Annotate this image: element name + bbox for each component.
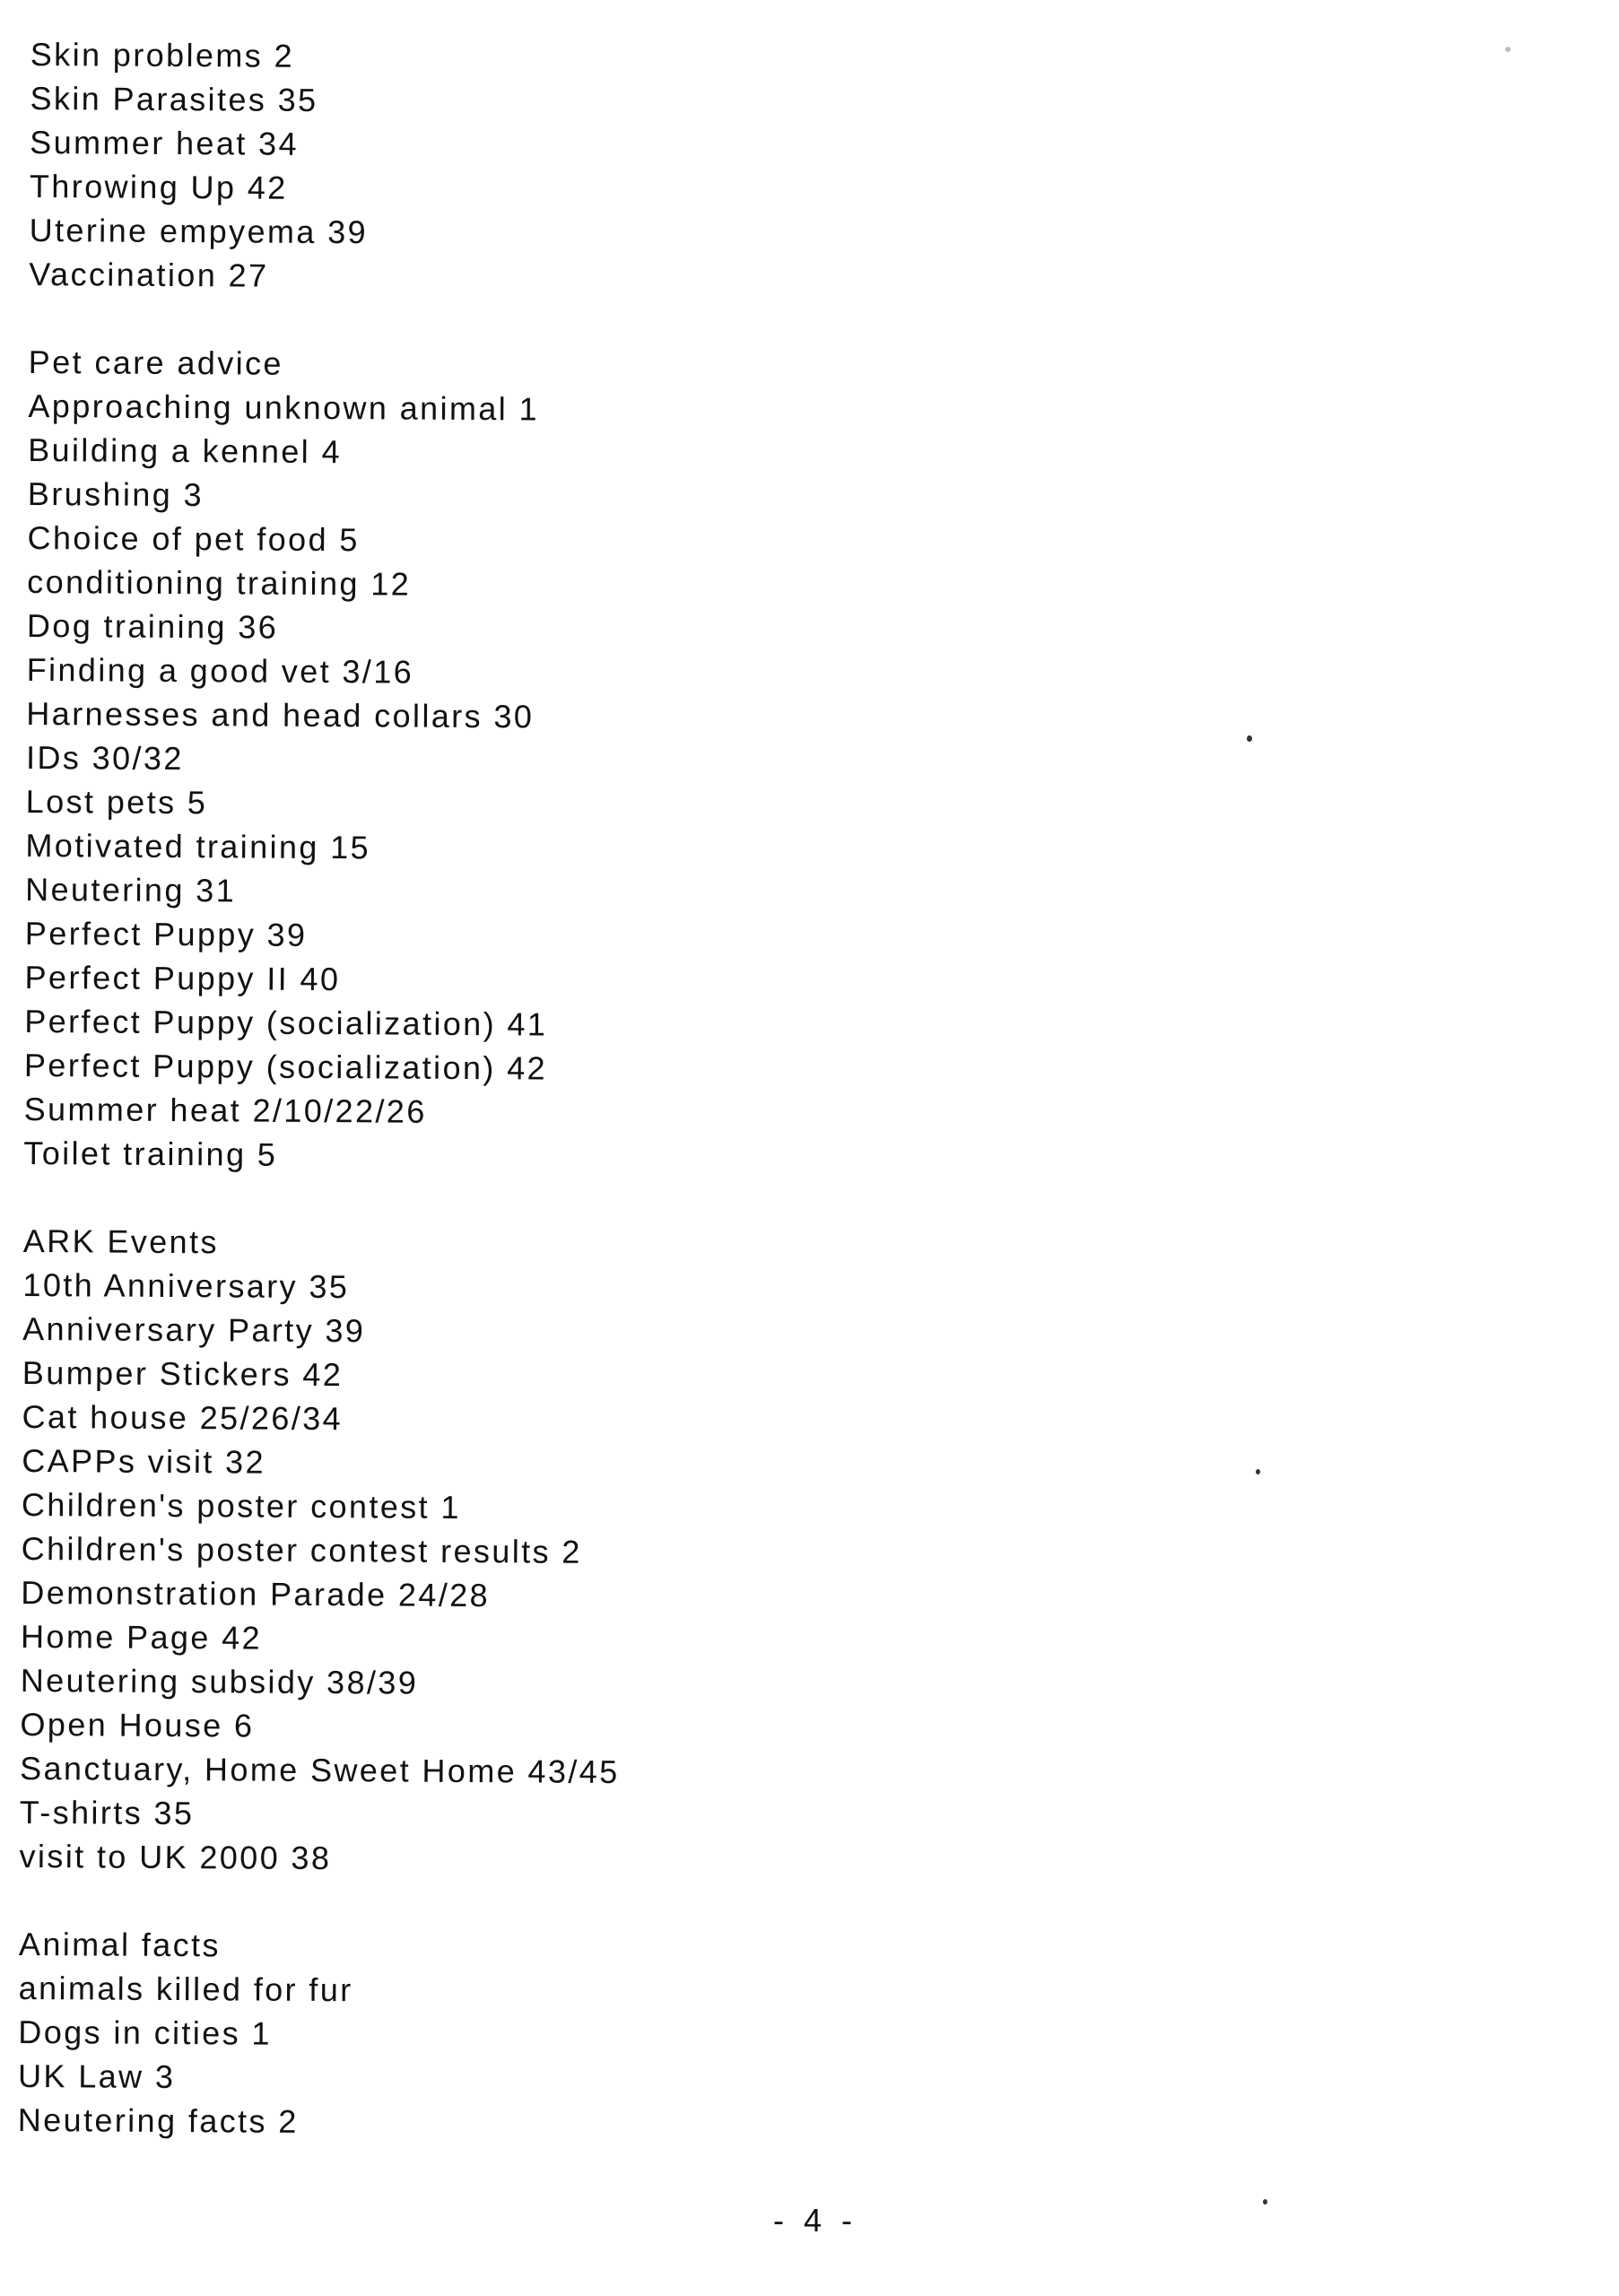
- index-entry: Skin Parasites 35: [30, 79, 318, 118]
- index-entry: Perfect Puppy 39: [24, 914, 308, 953]
- index-entry: 10th Anniversary 35: [22, 1265, 350, 1306]
- index-entry: Sanctuary, Home Sweet Home 43/45: [20, 1749, 620, 1791]
- section-spacer: [19, 1878, 826, 1926]
- index-entry: Brushing 3: [27, 474, 205, 514]
- index-entry: Uterine empyema 39: [29, 211, 369, 251]
- index-entry: conditioning training 12: [27, 562, 412, 603]
- page-number: - 4 -: [773, 2202, 858, 2239]
- index-entry: Dogs in cities 1: [18, 2013, 273, 2052]
- index-entry: Summer heat 2/10/22/26: [23, 1090, 427, 1130]
- scan-speck: [1263, 2199, 1267, 2205]
- index-column: [18, 32, 838, 2146]
- index-entry: Throwing Up 42: [29, 167, 288, 206]
- index-entry: Vaccination 27: [29, 255, 269, 294]
- index-entry: UK Law 3: [17, 2057, 176, 2096]
- index-section-health: [29, 32, 838, 300]
- index-entry: Cat house 25/26/34: [22, 1397, 344, 1438]
- index-entry: Neutering facts 2: [17, 2100, 299, 2140]
- index-entry: Skin problems 2: [30, 35, 295, 74]
- index-entry: animals killed for fur: [18, 1969, 353, 2009]
- index-section-animal-facts: [18, 1922, 826, 2146]
- scan-speck: [1256, 1469, 1260, 1474]
- index-entry: Anniversary Party 39: [22, 1309, 366, 1350]
- index-entry: Children's poster contest results 2: [21, 1529, 582, 1570]
- index-entry: visit to UK 2000 38: [19, 1837, 332, 1877]
- index-entry: Toilet training 5: [23, 1134, 278, 1173]
- index-entry: Perfect Puppy (socialization) 41: [24, 1002, 548, 1043]
- index-entry: Home Page 42: [20, 1617, 263, 1657]
- index-entry: Lost pets 5: [25, 782, 208, 822]
- index-entry: Harnesses and head collars 30: [26, 694, 535, 735]
- index-section-pet-care-advice: [23, 340, 836, 1179]
- section-spacer: [23, 1175, 831, 1223]
- section-spacer: [29, 296, 836, 344]
- index-entry: Open House 6: [20, 1705, 255, 1744]
- index-entry: CAPPs visit 32: [22, 1441, 266, 1481]
- index-entry: Choice of pet food 5: [27, 518, 360, 559]
- index-entry: Perfect Puppy II 40: [24, 958, 341, 998]
- index-section-ark-events: [19, 1219, 830, 1883]
- index-entry: Approaching unknown animal 1: [28, 387, 540, 428]
- index-entry: Perfect Puppy (socialization) 42: [23, 1046, 548, 1087]
- index-entry: Building a kennel 4: [28, 430, 343, 471]
- section-heading: Pet care advice: [28, 343, 284, 382]
- index-entry: Neutering subsidy 38/39: [20, 1661, 419, 1701]
- index-entry: Neutering 31: [25, 870, 237, 909]
- scan-speck: [1505, 47, 1510, 52]
- index-entry: Dog training 36: [26, 606, 279, 646]
- index-entry: IDs 30/32: [25, 738, 184, 778]
- index-entry: Motivated training 15: [25, 826, 371, 866]
- index-entry: Bumper Stickers 42: [22, 1353, 344, 1394]
- index-entry: Demonstration Parade 24/28: [21, 1573, 491, 1614]
- index-entry: Children's poster contest 1: [21, 1485, 461, 1526]
- scan-speck: [1247, 735, 1252, 742]
- section-heading: ARK Events: [22, 1222, 219, 1261]
- index-entry: T-shirts 35: [19, 1793, 195, 1832]
- section-heading: Animal facts: [18, 1925, 221, 1964]
- index-entry: Finding a good vet 3/16: [26, 650, 414, 691]
- index-entry: Summer heat 34: [30, 123, 300, 162]
